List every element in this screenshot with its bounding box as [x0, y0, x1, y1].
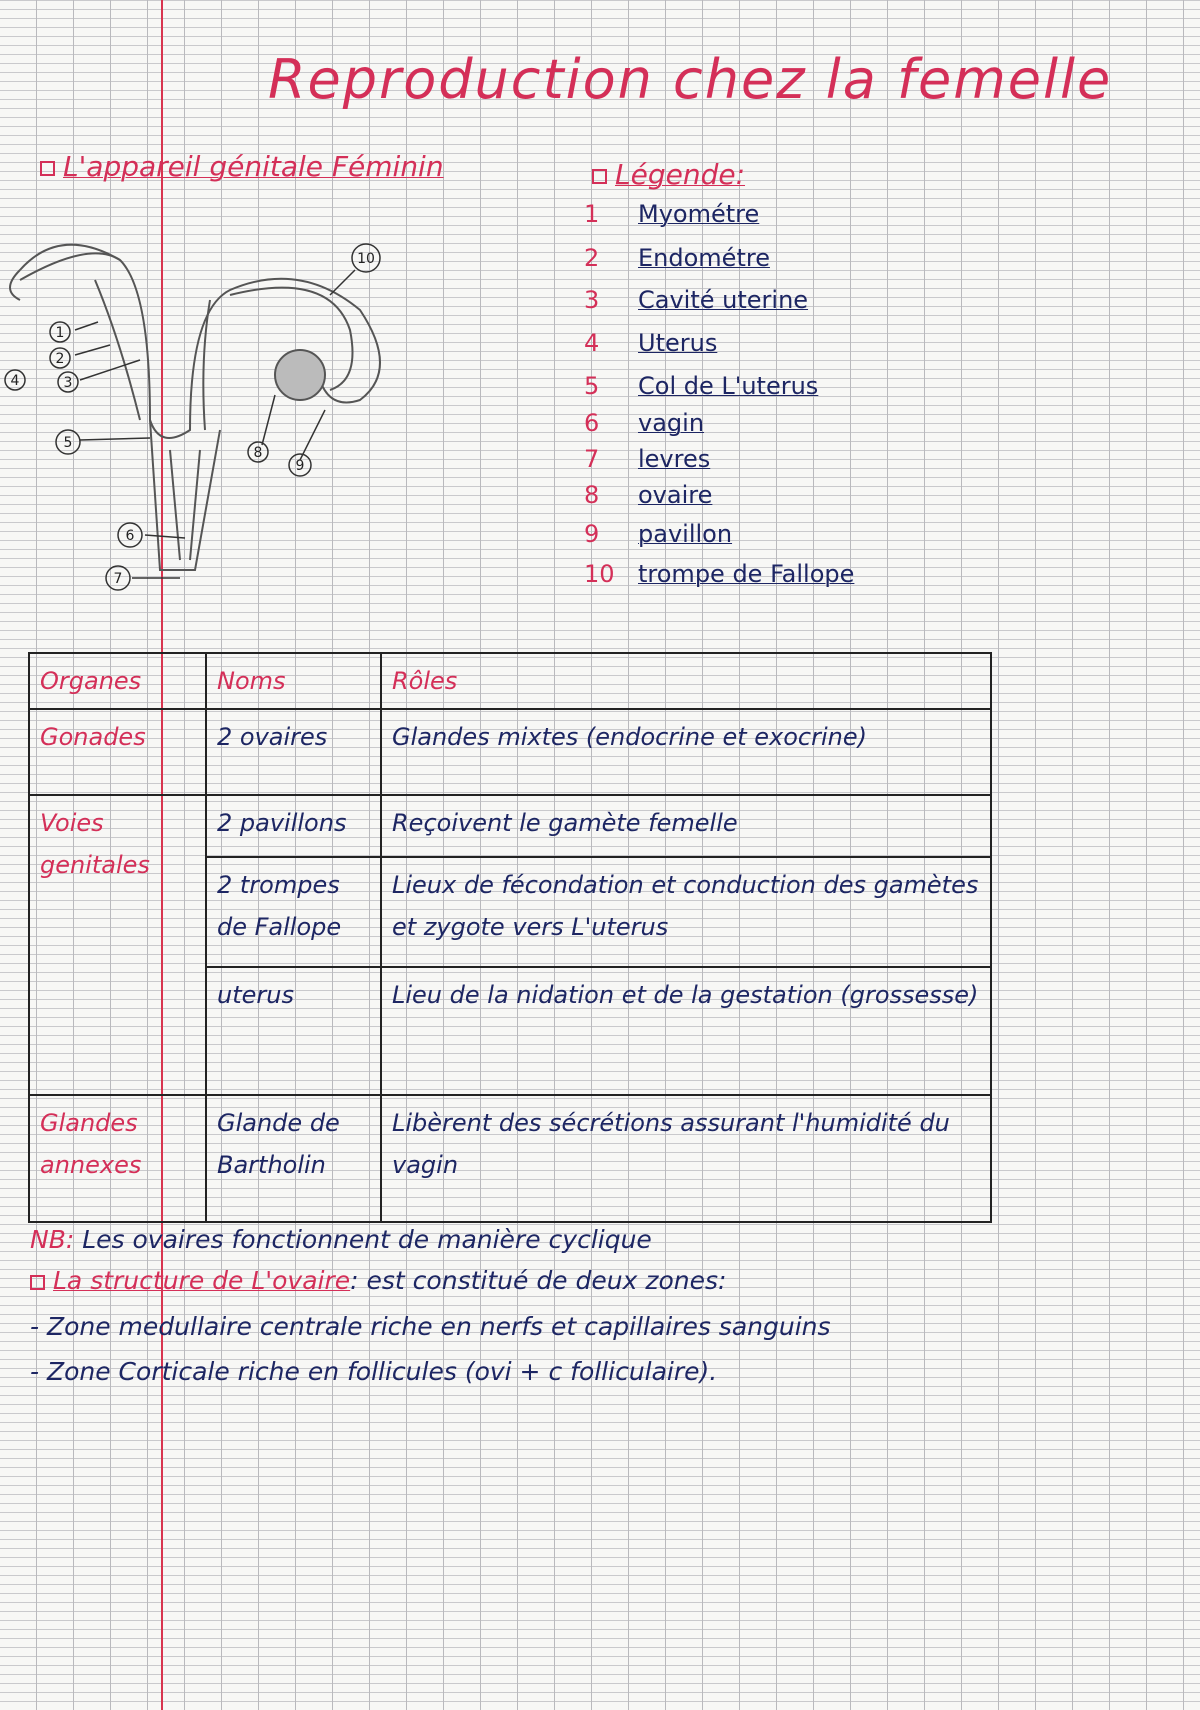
diagram-label-7: 7	[113, 571, 123, 587]
legend-number: 2	[584, 244, 600, 272]
legend-text: levres	[638, 445, 711, 473]
diagram-label-6: 6	[125, 528, 135, 544]
bullet-icon	[30, 1275, 45, 1290]
legend-text: trompe de Fallope	[638, 560, 855, 588]
legend-item	[584, 560, 854, 588]
section-heading-appareil	[40, 150, 444, 183]
header-organes: Organes	[29, 653, 206, 709]
structure-heading	[30, 1266, 726, 1295]
legend-number: 4	[584, 329, 600, 357]
table-row	[29, 709, 991, 795]
name-cell: uterus	[206, 967, 381, 1095]
vagina-inner	[170, 450, 200, 560]
legend-item	[584, 200, 759, 228]
legend-item	[584, 481, 712, 509]
legend-number: 8	[584, 481, 600, 509]
legend-text: Cavité uterine	[638, 286, 809, 314]
legend-item	[584, 244, 770, 272]
legend-number: 9	[584, 520, 600, 548]
role-cell: Lieu de la nidation et de la gestation (grossesse)	[381, 967, 991, 1095]
ovary-shape	[275, 350, 325, 400]
organs-table	[28, 652, 992, 1223]
page-title: Reproduction chez la femelle	[268, 48, 1113, 111]
legend-number: 3	[584, 286, 600, 314]
legend-item	[584, 409, 704, 437]
name-cell: 2 ovaires	[206, 709, 381, 795]
table-row	[29, 1095, 991, 1222]
legend-item	[584, 372, 818, 400]
legend-text: Myométre	[638, 200, 760, 228]
diagram-label-8: 8	[253, 445, 263, 461]
left-tube	[10, 253, 120, 300]
diagram-label-1: 1	[55, 325, 65, 341]
role-cell: Glandes mixtes (endocrine et exocrine)	[381, 709, 991, 795]
legend-number: 1	[584, 200, 600, 228]
nb-text: Les ovaires fonctionnent de manière cyclique	[82, 1225, 652, 1254]
organ-cell: Glandes annexes	[29, 1095, 206, 1222]
diagram-label-4: 4	[10, 373, 20, 389]
legend-item	[584, 286, 808, 314]
nb-label: NB:	[30, 1225, 75, 1254]
legend-number: 6	[584, 409, 600, 437]
bullet-icon	[40, 161, 55, 176]
zone-corticale: - Zone Corticale riche en follicules (ovi + c folliculaire).	[30, 1357, 718, 1386]
diagram-label-10: 10	[357, 251, 375, 267]
diagram-label-9: 9	[295, 458, 305, 474]
name-cell: Glande de Bartholin	[206, 1095, 381, 1222]
role-cell: Reçoivent le gamète femelle	[381, 795, 991, 857]
legend-title-text: Légende:	[615, 158, 746, 191]
legend-text: ovaire	[638, 481, 713, 509]
section-heading-text: L'appareil génitale Féminin	[63, 150, 444, 183]
structure-title: La structure de L'ovaire	[53, 1266, 351, 1295]
name-cell: 2 pavillons	[206, 795, 381, 857]
legend-text: Uterus	[638, 329, 718, 357]
legend-item	[584, 329, 717, 357]
uterus-inner	[95, 280, 210, 430]
bullet-icon	[592, 169, 607, 184]
name-cell: 2 trompes de Fallope	[206, 857, 381, 967]
diagram-female-reproductive-system	[0, 220, 400, 600]
vagina	[150, 420, 220, 570]
legend-text: pavillon	[638, 520, 733, 548]
uterus-outline	[20, 245, 380, 438]
legend-item	[584, 520, 732, 548]
zone-medullaire: - Zone medullaire centrale riche en nerfs et capillaires sanguins	[30, 1312, 831, 1341]
header-noms: Noms	[206, 653, 381, 709]
table-header-row	[29, 653, 991, 709]
legend-number: 7	[584, 445, 600, 473]
note-nb	[30, 1225, 652, 1254]
legend-item	[584, 445, 710, 473]
organ-cell: Voies genitales	[29, 795, 206, 1095]
legend-text: vagin	[638, 409, 705, 437]
table-row	[29, 795, 991, 857]
legend-number: 10	[584, 560, 615, 588]
diagram-label-5: 5	[63, 435, 73, 451]
pointer-lines	[75, 270, 355, 578]
legend-text: Endométre	[638, 244, 770, 272]
legend-number: 5	[584, 372, 600, 400]
legend-title	[592, 158, 745, 191]
structure-rest: : est constitué de deux zones:	[350, 1266, 727, 1295]
role-cell: Libèrent des sécrétions assurant l'humidité du vagin	[381, 1095, 991, 1222]
legend-text: Col de L'uterus	[638, 372, 819, 400]
diagram-label-2: 2	[55, 351, 65, 367]
organ-cell: Gonades	[29, 709, 206, 795]
diagram-label-3: 3	[63, 375, 73, 391]
role-cell: Lieux de fécondation et conduction des gamètes et zygote vers L'uterus	[381, 857, 991, 967]
header-roles: Rôles	[381, 653, 991, 709]
